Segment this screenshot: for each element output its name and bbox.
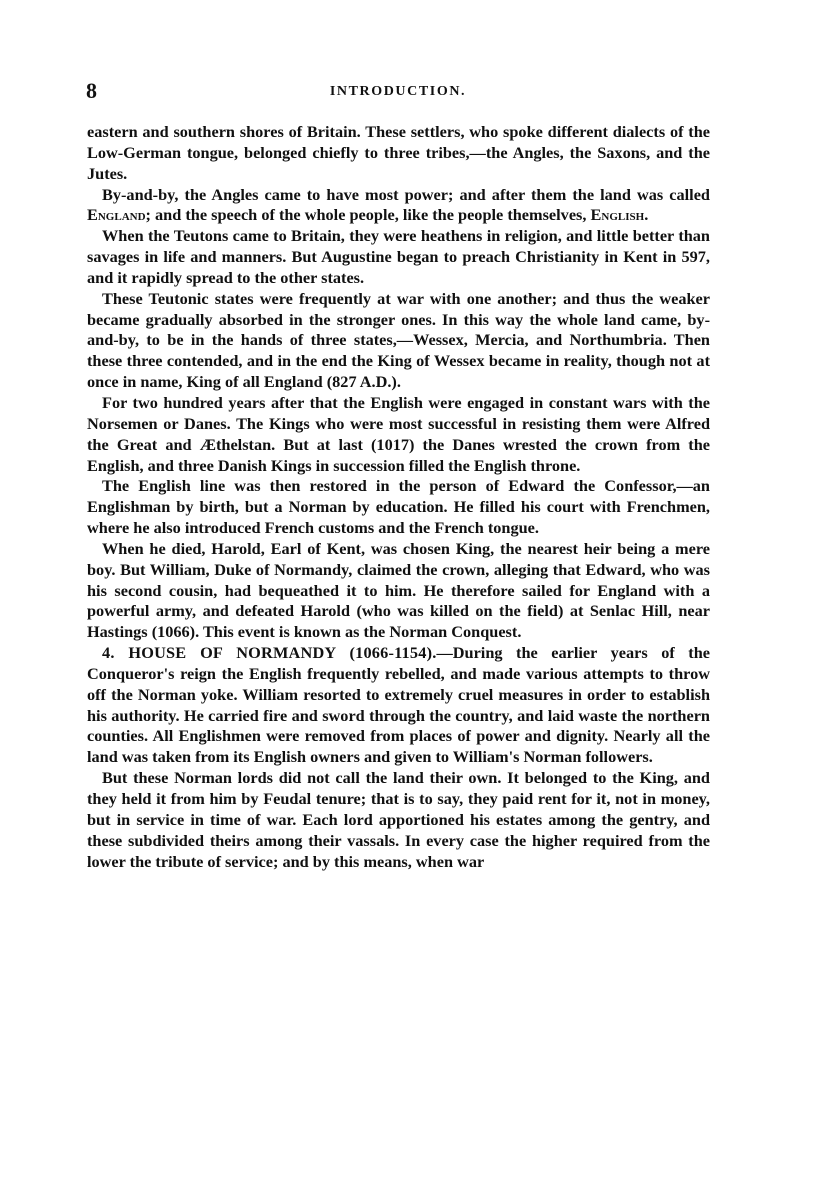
term-norman-conquest: Norman Conquest — [389, 622, 518, 642]
paragraph-text: tenure; that is to say, they paid rent for it, not in money, but in service in time of war. Each lord apportioned his estates among the gentry, and these subdivided theirs among their vassals. In every case the higher required from the lower the tribute of service; and by this means, when war — [87, 789, 710, 871]
paragraph-danish-wars: For two hundred years after that the English were engaged in constant wars with the Norsemen or Danes. The Kings who were most successful in resisting them were Alfred the Great and Æthelstan. But at last (1017) the Danes wrested the crown from the English, and three Danish Kings in succession filled the English throne. — [87, 392, 710, 475]
page-body — [87, 122, 710, 872]
paragraph-text: . — [644, 205, 649, 225]
paragraph-edward-confessor: The English line was then restored in the person of Edward the Confessor,—an Englishman by birth, but a Norman by education. He filled his court with Frenchmen, where he also introduced French customs and the French tongue. — [87, 476, 710, 538]
paragraph-text: When he died, Harold, Earl of Kent, was chosen King, the nearest heir being a mere boy. But William, Duke of Normandy, claimed the crown, alleging that Edward, who was his second cousin, had bequeathed it to him. He therefore sailed for England with a powerful army, and defeated Harold (who was killed on the field) at Senlac Hill, near Hastings (1066). This event is known as the — [87, 538, 710, 642]
paragraph-text: By-and-by, the Angles came to have most power; and after them the land was called — [102, 184, 710, 204]
term-feudal: Feudal — [263, 789, 312, 808]
term-england: England — [87, 205, 146, 225]
paragraph-house-of-normandy — [87, 643, 710, 768]
paragraph-text: But these Norman lords did not call the land their own. It belonged to the King, and they held it from him by — [87, 768, 710, 808]
term-english: English — [590, 205, 645, 225]
paragraph-text: —During the earlier years of the Conqueror's reign the English frequently rebelled, and made various attempts to throw off the Norman yoke. William resorted to extremely cruel measures in order to establish his authority. He carried fire and sword through the country, and laid waste the northern counties. All Englishmen were removed from places of power and dignity. Nearly all the land was taken from its English owners and given to William's Norman followers. — [87, 643, 710, 767]
section-heading-house-of-normandy: 4. HOUSE OF NORMANDY (1066-1154). — [102, 643, 437, 663]
running-head: INTRODUCTION. — [329, 84, 467, 99]
paragraph-teutons-christianity: When the Teutons came to Britain, they were heathens in religion, and little better than savages in life and manners. But Augustine began to preach Christianity in Kent in 597, and it rapidly spread to the other states. — [87, 226, 710, 287]
paragraph-text: ; and the speech of the whole people, like the people themselves, — [145, 205, 591, 225]
paragraph-britain-settlers: eastern and southern shores of Britain. These settlers, who spoke different dialects of the Low-German tongue, belonged chiefly to three tribes,—the Angles, the Saxons, and the Jutes. — [87, 122, 710, 183]
page-number: 8 — [86, 78, 98, 103]
paragraph-feudal-tenure — [87, 768, 710, 872]
paragraph-text: . — [517, 622, 522, 642]
page-header — [86, 78, 710, 108]
paragraph-angles-england — [87, 185, 710, 227]
paragraph-norman-conquest — [87, 539, 710, 643]
paragraph-teutonic-states: These Teutonic states were frequently at war with one another; and thus the weaker became gradually absorbed in the stronger ones. In this way the whole land came, by-and-by, to be in the hands of three states,—Wessex, Mercia, and Northumbria. Then these three contended, and in the end the King of Wessex became in reality, though not at once in name, King of all England (827 A.D.). — [87, 288, 710, 392]
